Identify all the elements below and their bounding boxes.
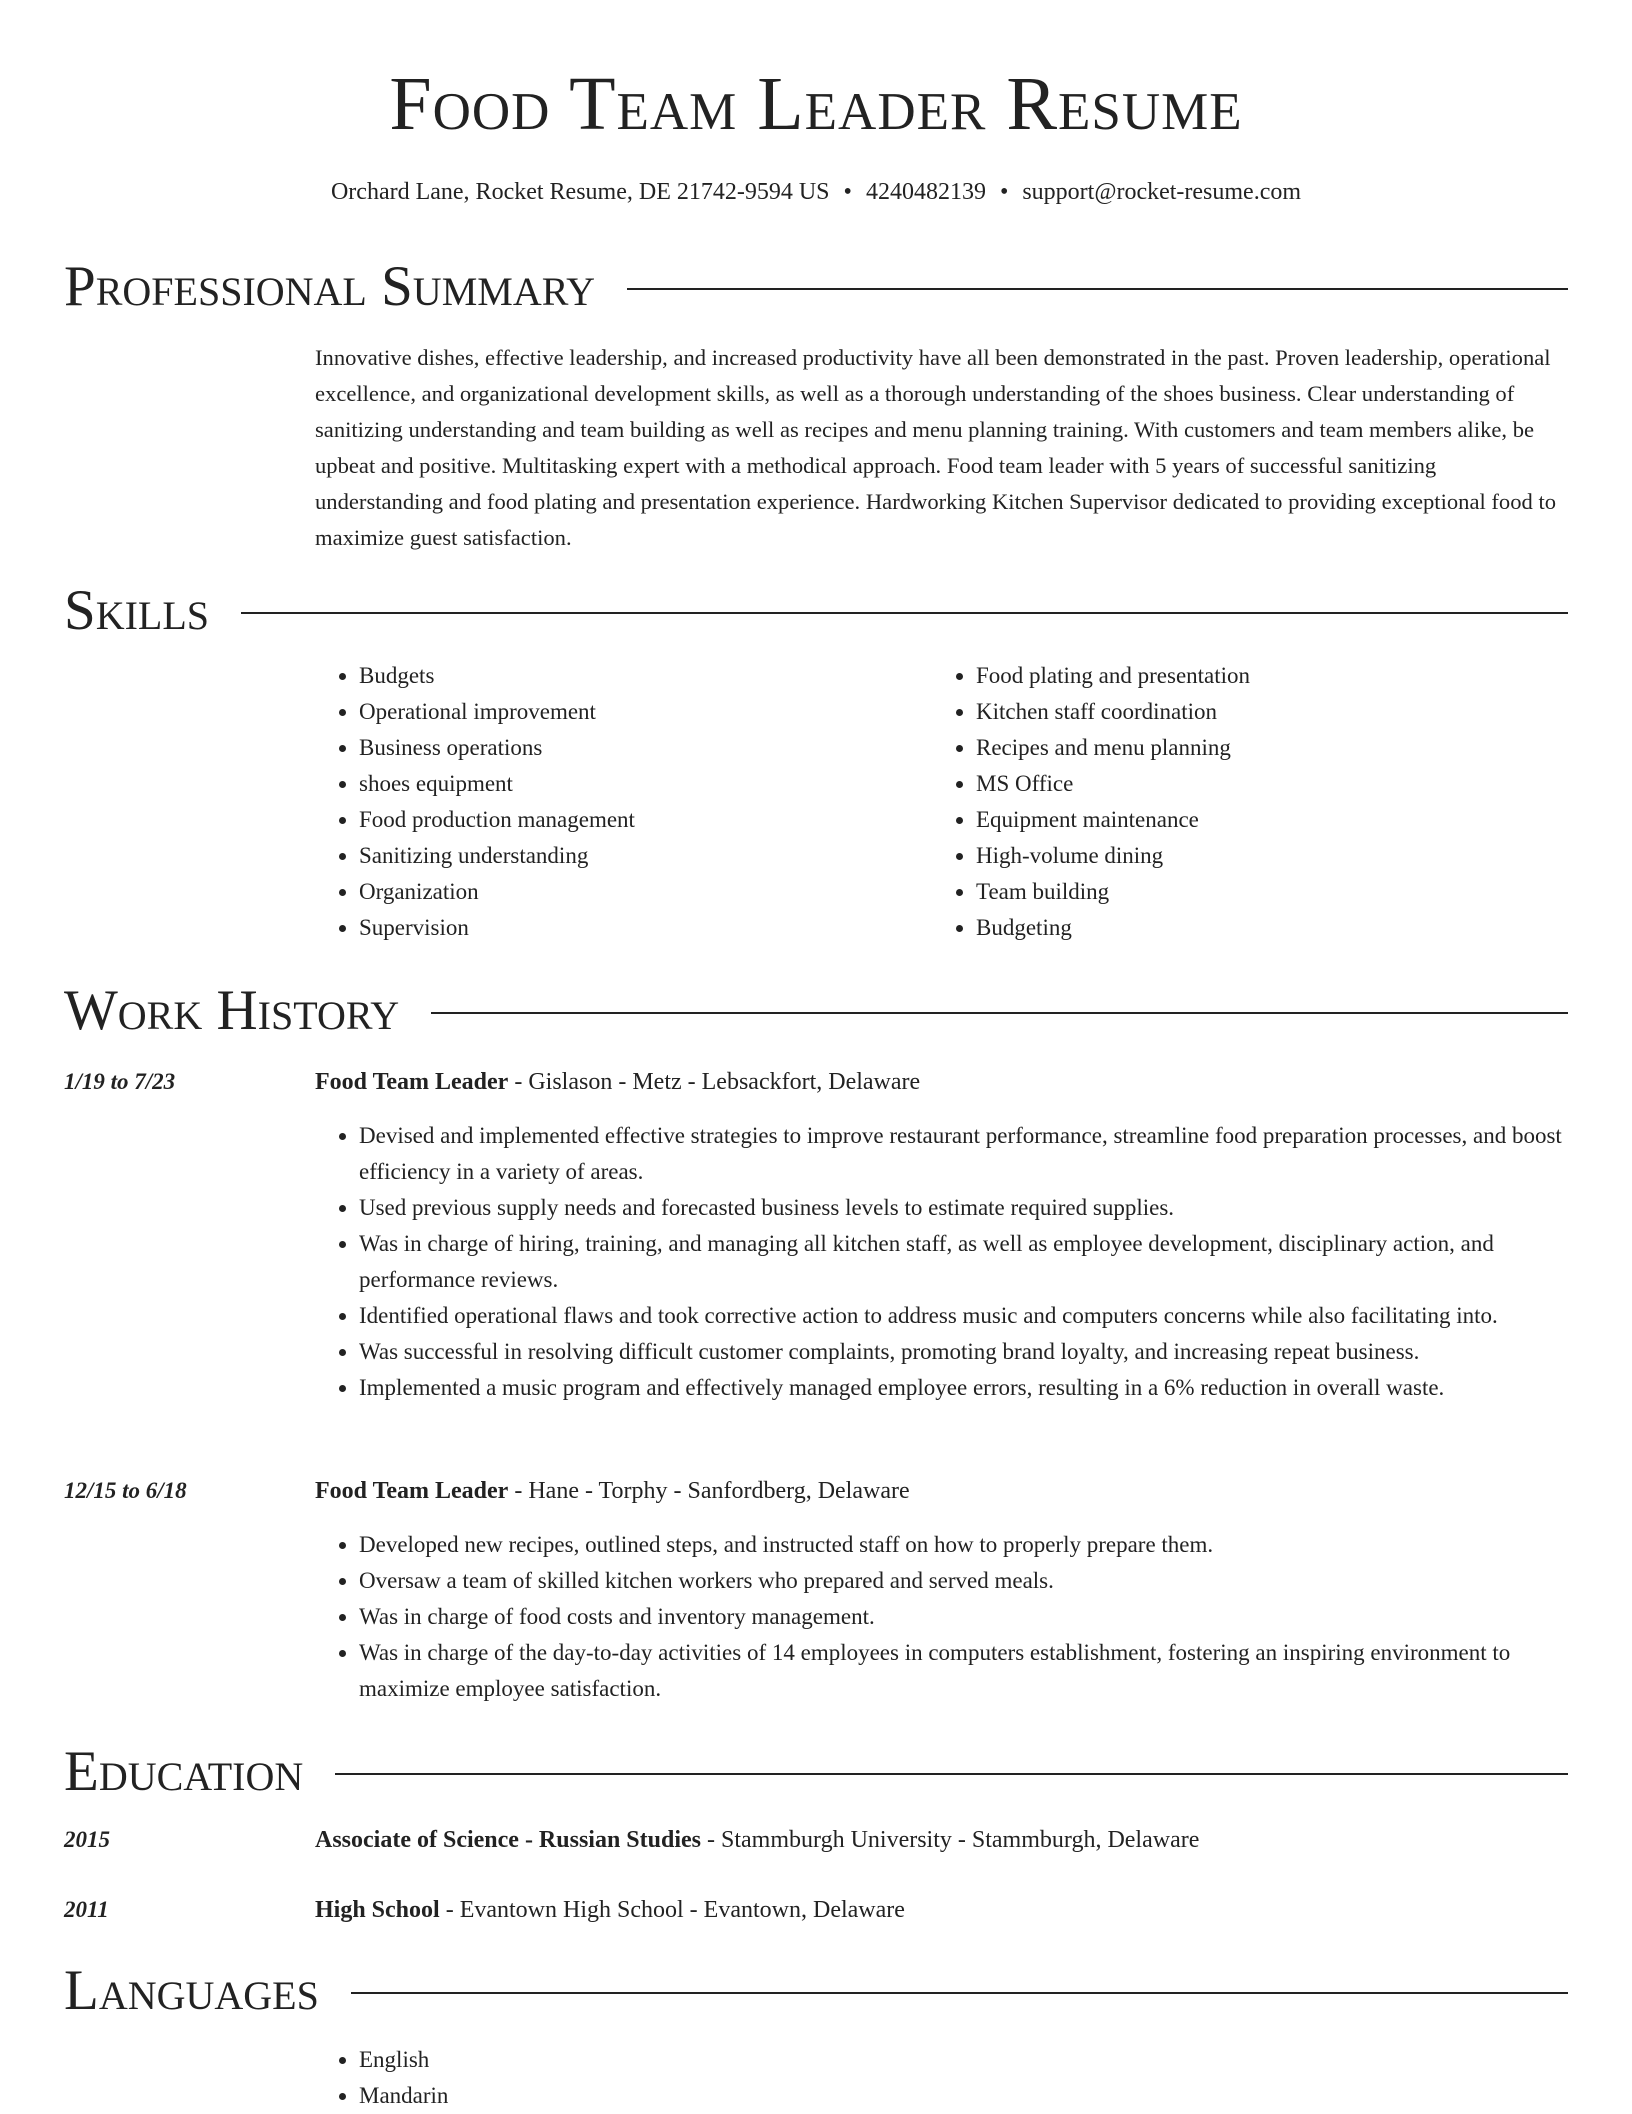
summary-text: Innovative dishes, effective leadership, and increased productivity have all been demonstrated in the past. Proven leadership, operational excellence, and organizational development skills, as well as a thorough understanding of the shoes business. Clear understanding of sanitizing understanding and team building as well as recipes and menu planning training. With customers and team members alike, be upbeat and positive. Multitasking expert with a methodical approach. Food team leader with 5 years of successful sanitizing understanding and food plating and presentation experience. Hardworking Kitchen Supervisor dedicated to providing exceptional food to maximize guest satisfaction. xyxy=(315,345,1557,550)
section-header-skills xyxy=(64,580,1568,642)
job-heading xyxy=(315,1475,1568,1507)
section-divider xyxy=(335,1773,1568,1775)
education-degree: Associate of Science - Russian Studies xyxy=(315,1827,702,1853)
skill-item: • Supervision xyxy=(359,910,915,946)
job-dates: 1/19 to 7/23 xyxy=(64,1069,176,1094)
job-duty: • Implemented a music program and effectively managed employee errors, resulting in a 6% reduction in overall waste. xyxy=(359,1370,1568,1406)
skill-item: • Equipment maintenance xyxy=(976,802,1532,838)
job-duty: • Was successful in resolving difficult customer complaints, promoting brand loyalty, and increasing repeat business. xyxy=(359,1334,1568,1370)
job-duty: • Used previous supply needs and forecasted business levels to estimate required supplies. xyxy=(359,1190,1568,1226)
contact-email[interactable]: support@rocket-resume.com xyxy=(1022,179,1302,205)
education-entry xyxy=(315,1824,1568,1856)
education-degree: High School xyxy=(315,1897,440,1923)
section-divider xyxy=(627,288,1568,290)
skills-list-left xyxy=(315,658,915,946)
language-item: • Mandarin xyxy=(359,2078,1568,2114)
job-duty: • Identified operational flaws and took corrective action to address music and computers concerns while also facilitating into. xyxy=(359,1298,1568,1334)
skill-item: • Food production management xyxy=(359,802,915,838)
job-duty: • Devised and implemented effective strategies to improve restaurant performance, streamline food preparation processes, and boost efficiency in a variety of areas. xyxy=(359,1118,1568,1190)
job-duty: • Developed new recipes, outlined steps, and instructed staff on how to properly prepare them. xyxy=(359,1527,1568,1563)
job-duty: • Oversaw a team of skilled kitchen workers who prepared and served meals. xyxy=(359,1563,1568,1599)
section-title-skills: Skills xyxy=(64,579,210,642)
section-title-education: Education xyxy=(64,1740,304,1803)
contact-address: Orchard Lane, Rocket Resume, DE 21742-9594 US xyxy=(330,179,830,205)
contact-line xyxy=(0,176,1632,208)
skill-item: • High-volume dining xyxy=(976,838,1532,874)
skill-item: • Operational improvement xyxy=(359,694,915,730)
job-heading xyxy=(315,1066,1568,1098)
skill-item: • Organization xyxy=(359,874,915,910)
job-duty: • Was in charge of the day-to-day activities of 14 employees in computers establishment, fostering an inspiring environment to maximize employee satisfaction. xyxy=(359,1635,1568,1707)
skill-item: • MS Office xyxy=(976,766,1532,802)
contact-phone[interactable]: 4240482139 xyxy=(865,179,986,205)
section-header-education xyxy=(64,1741,1568,1803)
job-employer-location: - Gislason - Metz - Lebsackfort, Delaware xyxy=(508,1069,921,1095)
language-item: • English xyxy=(359,2042,1568,2078)
education-school-location: - Stammburgh University - Stammburgh, Delaware xyxy=(701,1827,1200,1853)
job-duty: • Was in charge of food costs and inventory management. xyxy=(359,1599,1568,1635)
section-divider xyxy=(241,612,1568,614)
education-year: 2015 xyxy=(64,1827,110,1852)
skill-item: • shoes equipment xyxy=(359,766,915,802)
contact-separator: • xyxy=(999,179,1009,205)
section-header-summary xyxy=(64,256,1568,318)
skill-item: • Recipes and menu planning xyxy=(976,730,1532,766)
skills-column-right xyxy=(932,658,1532,946)
job-duties-list xyxy=(315,1118,1568,1406)
skill-item: • Kitchen staff coordination xyxy=(976,694,1532,730)
skill-item: • Budgeting xyxy=(976,910,1532,946)
section-title-work: Work History xyxy=(64,979,400,1042)
section-divider xyxy=(431,1012,1568,1014)
skill-item: • Team building xyxy=(976,874,1532,910)
job-title: Food Team Leader xyxy=(315,1069,509,1095)
education-entry xyxy=(315,1894,1568,1926)
job-duty: • Was in charge of hiring, training, and managing all kitchen staff, as well as employee development, disciplinary action, and performance reviews. xyxy=(359,1226,1568,1298)
languages-block xyxy=(315,2042,1568,2114)
section-divider xyxy=(351,1992,1568,1994)
languages-list xyxy=(315,2042,1568,2114)
education-school-location: - Evantown High School - Evantown, Delaware xyxy=(439,1897,905,1923)
contact-separator: • xyxy=(843,179,852,205)
skill-item: • Business operations xyxy=(359,730,915,766)
job-dates: 12/15 to 6/18 xyxy=(64,1478,187,1503)
skill-item: • Budgets xyxy=(359,658,915,694)
resume-title: Food Team Leader Resume xyxy=(389,62,1243,146)
job-title: Food Team Leader xyxy=(315,1478,509,1504)
section-title-languages: Languages xyxy=(64,1959,319,2022)
section-header-work xyxy=(64,980,1568,1042)
education-year: 2011 xyxy=(64,1897,109,1922)
skill-item: • Sanitizing understanding xyxy=(359,838,915,874)
skill-item: • Food plating and presentation xyxy=(976,658,1532,694)
job-duties xyxy=(315,1118,1568,1406)
section-header-languages xyxy=(64,1960,1568,2022)
job-duties-list xyxy=(315,1527,1568,1707)
skills-column-left xyxy=(315,658,915,946)
section-title-summary: Professional Summary xyxy=(64,255,596,318)
job-duties xyxy=(315,1527,1568,1707)
skills-list-right xyxy=(932,658,1532,946)
job-employer-location: - Hane - Torphy - Sanfordberg, Delaware xyxy=(508,1478,910,1504)
